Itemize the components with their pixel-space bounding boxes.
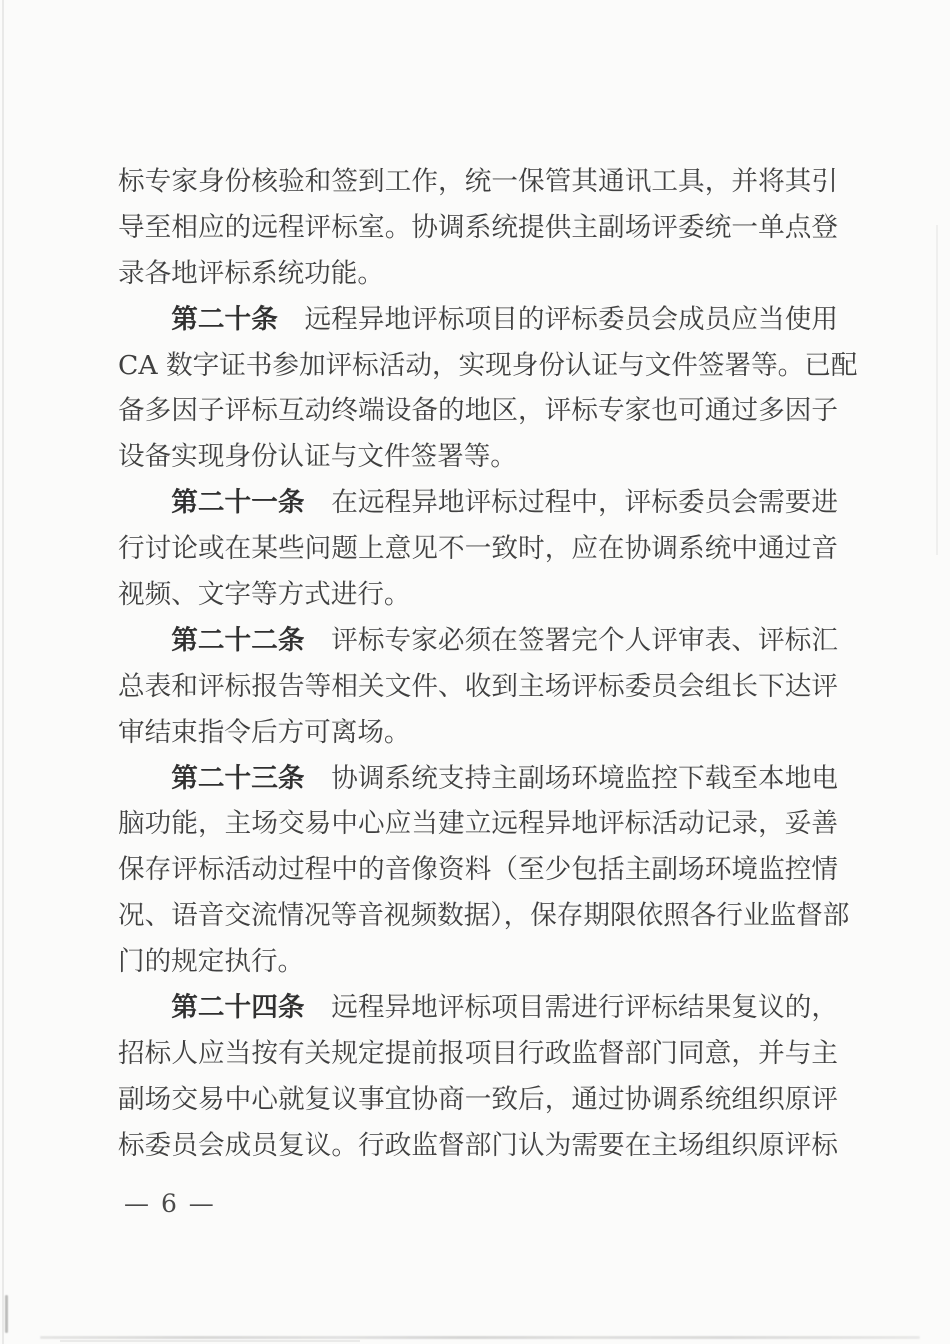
- text-line: 设备实现身份认证与文件签署等。: [118, 441, 517, 473]
- text-line: 第二十二条 评标专家必须在签署完个人评审表、评标汇: [171, 624, 839, 656]
- text-line: 第二十四条 远程异地评标项目需进行评标结果复议的，: [171, 992, 839, 1024]
- article-number: 第二十三条: [171, 762, 305, 794]
- text-line: 标委员会成员复议。行政监督部门认为需要在主场组织原评标: [118, 1129, 838, 1161]
- text-line: 副场交易中心就复议事宜协商一致后，通过协调系统组织原评: [118, 1083, 838, 1115]
- text-line: 导至相应的远程评标室。协调系统提供主副场评委统一单点登: [118, 211, 838, 243]
- text-line: 况、语音交流情况等音视频数据），保存期限依照各行业监督部: [118, 900, 850, 932]
- page-number: — 6 —: [124, 1189, 216, 1218]
- text-line: 第二十一条 在远程异地评标过程中，评标委员会需要进: [171, 487, 839, 519]
- text-line: 脑功能，主场交易中心应当建立远程异地评标活动记录，妥善: [118, 808, 838, 840]
- text-line: 门的规定执行。: [118, 946, 305, 978]
- document-body: [118, 159, 858, 1169]
- scan-left-edge-mark: [5, 1295, 8, 1333]
- text-line: 第二十三条 协调系统支持主副场环境监控下载至本地电: [171, 762, 839, 794]
- scan-left-edge: [2, 0, 4, 1344]
- scan-bottom-edge: [40, 1336, 920, 1339]
- text-line: 审结束指令后方可离场。: [118, 716, 411, 748]
- text-line: CA 数字证书参加评标活动，实现身份认证与文件签署等。已配: [118, 349, 858, 381]
- text-line: 视频、文字等方式进行。: [118, 579, 411, 611]
- text-line: 招标人应当按有关规定提前报项目行政监督部门同意，并与主: [118, 1037, 838, 1069]
- text-line: 总表和评标报告等相关文件、收到主场评标委员会组长下达评: [118, 670, 838, 702]
- article-number: 第二十二条: [171, 624, 305, 656]
- text-line: 第二十条 远程异地评标项目的评标委员会成员应当使用: [171, 303, 839, 335]
- text-line: 标专家身份核验和签到工作，统一保管其通讯工具，并将其引: [118, 166, 838, 197]
- scan-right-edge-streak: [936, 225, 938, 555]
- text-line: 行讨论或在某些问题上意见不一致时，应在协调系统中通过音: [118, 533, 838, 565]
- scan-bottom-edge-secondary: [60, 1340, 360, 1342]
- article-number: 第二十一条: [171, 487, 305, 519]
- article-number: 第二十条: [171, 303, 278, 335]
- text-line: 备多因子评标互动终端设备的地区，评标专家也可通过多因子: [118, 395, 838, 427]
- text-line: 保存评标活动过程中的音像资料（至少包括主副场环境监控情: [118, 854, 838, 886]
- text-line: 录各地评标系统功能。: [118, 257, 384, 289]
- article-number: 第二十四条: [171, 992, 305, 1024]
